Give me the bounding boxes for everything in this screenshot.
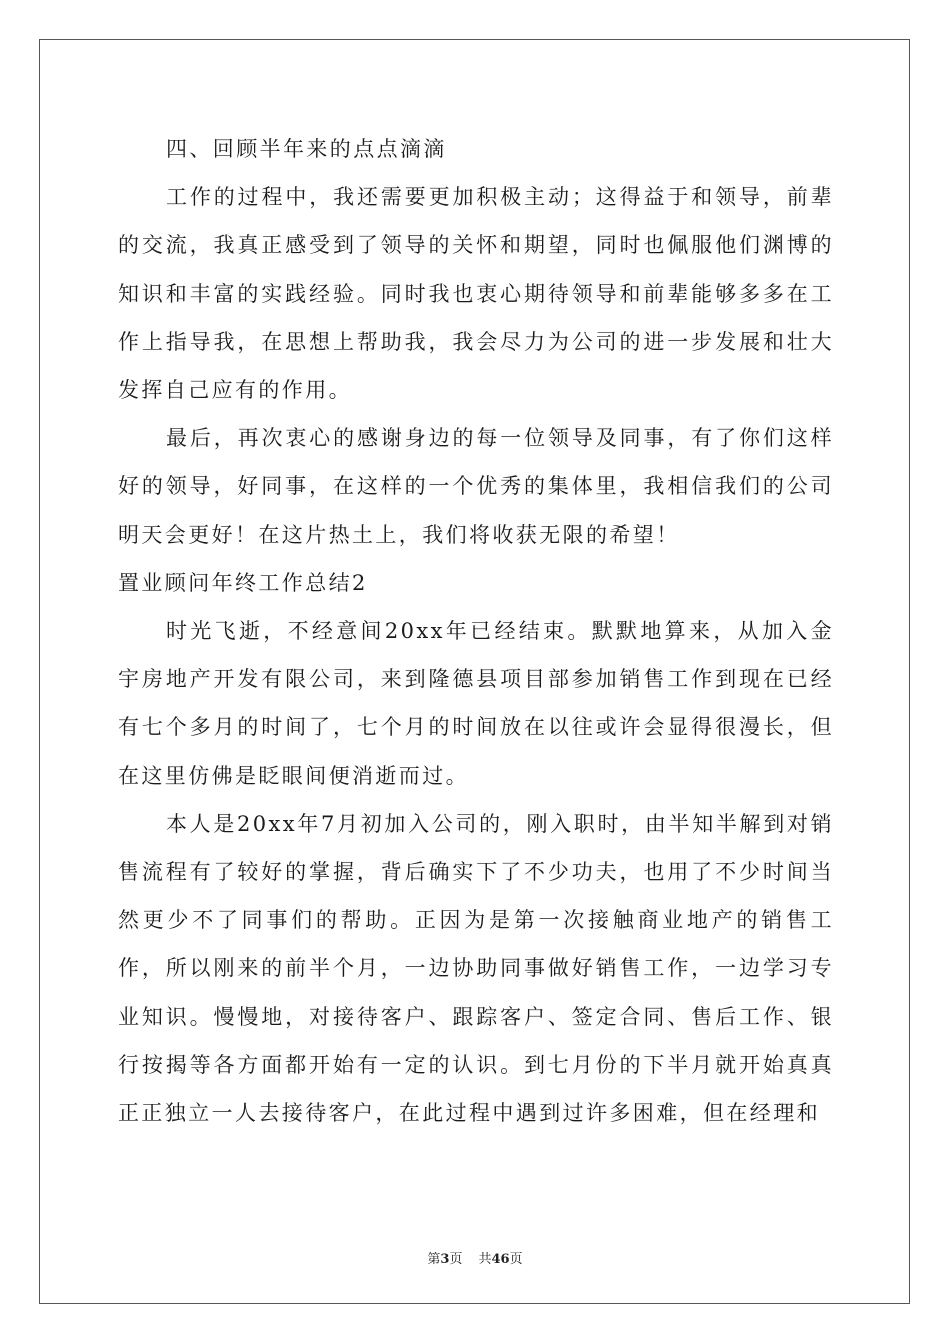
page-suffix: 页 (449, 1252, 463, 1267)
paragraph-time-flies: 时光飞逝，不经意间20xx年已经结束。默默地算来，从加入金宇房地产开发有限公司，来到隆德县项目部参加销售工作到现在已经有七个多月的时间了，七个月的时间放在以往或许会显得很漫长，但在这里仿佛是眨眼间便消逝而过。 (118, 619, 834, 788)
page-number: 3 (440, 1252, 450, 1267)
document-title-summary-2: 置业顾问年终工作总结2 (118, 570, 368, 595)
paragraph-work-process: 工作的过程中，我还需要更加积极主动；这得益于和领导，前辈的交流，我真正感受到了领导的关怀和期望，同时也佩服他们渊博的知识和丰富的实践经验。同时我也衷心期待领导和前辈能够多多在工作上指导我，在思想上帮助我，我会尽力为公司的进一步发展和壮大发挥自己应有的作用。 (118, 185, 834, 403)
total-pages: 46 (491, 1252, 510, 1267)
paragraph-thanks: 最后，再次衷心的感谢身边的每一位领导及同事，有了你们这样好的领导，好同事，在这样的一个优秀的集体里，我相信我们的公司明天会更好！在这片热土上，我们将收获无限的希望！ (118, 426, 834, 547)
paragraph-joined-company: 本人是20xx年7月初加入公司的，刚入职时，由半知半解到对销售流程有了较好的掌握，背后确实下了不少功夫，也用了不少时间当然更少不了同事们的帮助。正因为是第一次接触商业地产的销售工作，所以刚来的前半个月，一边协助同事做好销售工作，一边学习专业知识。慢慢地，对接待客户、跟踪客户、签定合同、售后工作、银行按揭等各方面都开始有一定的认识。到七月份的下半月就开始真真正正独立一人去接待客户，在此过程中遇到过许多困难，但在经理和 (118, 811, 834, 1126)
page-footer (0, 1248, 950, 1267)
total-prefix: 共 (478, 1252, 492, 1267)
document-body (118, 125, 834, 1137)
total-suffix: 页 (509, 1252, 523, 1267)
section-heading-review: 四、回顾半年来的点点滴滴 (166, 137, 447, 161)
page-prefix: 第 (427, 1252, 441, 1267)
